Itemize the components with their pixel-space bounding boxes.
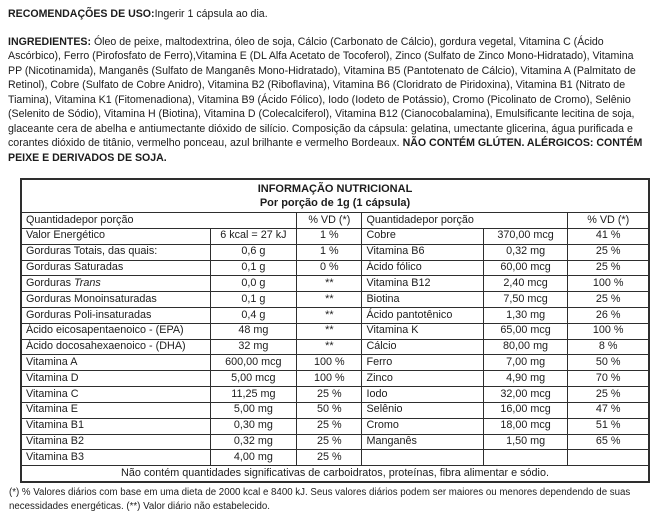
nutrient-daily-value: 1 %	[297, 228, 362, 244]
nutrient-amount: 4,90 mg	[483, 371, 568, 387]
nutrient-name: Ácido eicosapentaenoico - (EPA)	[21, 323, 210, 339]
nutrient-name: Vitamina B3	[21, 450, 210, 466]
nutrient-daily-value: 25 %	[568, 260, 649, 276]
nutrient-daily-value: 8 %	[568, 339, 649, 355]
nutrition-facts-table	[20, 178, 650, 483]
nutrient-daily-value: **	[297, 323, 362, 339]
nutrient-amount: 18,00 mcg	[483, 418, 568, 434]
recommendations-label: RECOMENDAÇÕES DE USO:	[8, 8, 155, 20]
nutrient-name: Vitamina D	[21, 371, 210, 387]
nutrient-amount: 1,30 mg	[483, 308, 568, 324]
nutrient-amount: 7,00 mg	[483, 355, 568, 371]
nutrient-name: Gorduras Saturadas	[21, 260, 210, 276]
nutrient-daily-value: **	[297, 339, 362, 355]
table-row	[21, 371, 649, 387]
table-row	[21, 434, 649, 450]
nutrition-rows	[21, 228, 649, 465]
nutrient-daily-value: 25 %	[568, 292, 649, 308]
nutrient-name: Ácido docosahexaenoico - (DHA)	[21, 339, 210, 355]
nutrient-amount: 80,00 mg	[483, 339, 568, 355]
nutrient-amount: 48 mg	[210, 323, 297, 339]
nutrient-name: Gorduras Trans	[21, 276, 210, 292]
ingredients-text: Óleo de peixe, maltodextrina, óleo de soja, Cálcio (Carbonato de Cálcio), gordura vegetal, Vitamina C (Ácido Ascórbico), Ferro (Pirofosfato de Ferro),Vitamina E (DL Alfa Acetato de Tocoferol), Zinco (Sulfato de Zinco Mono-Hidratado), Vitamina PP (Nicotinamida), Manganês (Sulfato de Manganês Mono-Hidratado), Vitamina B5 (Pantotenato de Cálcio), Vitamina A (Palmitato de Retinol), Cobre (Sulfato de Cobre Anidro), Vitamina B2 (Riboflavina), Vitamina B6 (Cloridrato de Piridoxina), Vitamina B1 (Nitrato de Tiamina), Vitamina K1 (Fitomenadiona), Vitamina B9 (Ácido Fólico), Iodo (Iodeto de Potássio), Cromo (Picolinato de Cromo), Selênio (Selenito de Sódio), Vitamina H (Biotina), Vitamina D (Colecalciferol), Vitamina B12 (Cianocobalamina), Emulsificante lecitina de soja, glaceante cera de abelha e antiumectante dióxido de silício. Composição da cápsula: gelatina, umectante glicerina, água purificada e corantes dióxido de titânio, vermelho ponceau, azul brilhante e vermelho Bordeaux.	[8, 35, 636, 149]
nutrient-daily-value: 65 %	[568, 434, 649, 450]
daily-values-footnote: (*) % Valores diários com base em uma dieta de 2000 kcal e 8400 kJ. Seus valores diários podem ser maiores ou menores dependendo de suas necessidades energéticas. (**) Valor diário não estabelecido.	[9, 486, 631, 512]
nutrient-daily-value: **	[297, 276, 362, 292]
nutrient-name: Biotina	[362, 292, 483, 308]
nutrient-name: Cromo	[362, 418, 483, 434]
nutrient-name: Gorduras Poli-insaturadas	[21, 308, 210, 324]
nutrient-amount: 0,6 g	[210, 244, 297, 260]
nutrient-name: Cálcio	[362, 339, 483, 355]
nutrient-amount: 16,00 mcg	[483, 402, 568, 418]
nutrient-name: Valor Energético	[21, 228, 210, 244]
nutrient-name: Vitamina B2	[21, 434, 210, 450]
nutrient-amount: 32,00 mcg	[483, 387, 568, 403]
ingredients-paragraph	[8, 35, 647, 166]
nutrient-daily-value: 47 %	[568, 402, 649, 418]
nutrient-daily-value: 50 %	[297, 402, 362, 418]
nutrient-amount: 5,00 mcg	[210, 371, 297, 387]
nutrient-name: Vitamina C	[21, 387, 210, 403]
nutrient-amount: 0,32 mg	[210, 434, 297, 450]
table-row	[21, 323, 649, 339]
table-subtitle-row	[21, 196, 649, 213]
nutrient-amount: 0,1 g	[210, 260, 297, 276]
nutrient-name: Vitamina A	[21, 355, 210, 371]
table-subtitle: Por porção de 1g (1 cápsula)	[21, 196, 649, 213]
nutrient-daily-value: 25 %	[297, 387, 362, 403]
table-row	[21, 402, 649, 418]
nutrient-daily-value: 100 %	[568, 276, 649, 292]
nutrient-name: Vitamina E	[21, 402, 210, 418]
nutrient-amount: 0,30 mg	[210, 418, 297, 434]
table-row	[21, 418, 649, 434]
nutrient-name: Zinco	[362, 371, 483, 387]
nutrient-name: Manganês	[362, 434, 483, 450]
nutrient-amount: 1,50 mg	[483, 434, 568, 450]
nutrient-amount: 0,0 g	[210, 276, 297, 292]
nutrient-daily-value: 25 %	[568, 244, 649, 260]
nutrient-name: Selênio	[362, 402, 483, 418]
table-title-row	[21, 179, 649, 196]
nutrient-name: Vitamina K	[362, 323, 483, 339]
table-row	[21, 244, 649, 260]
header-quantity-right: Quantidadepor porção	[362, 213, 568, 229]
nutrient-amount: 32 mg	[210, 339, 297, 355]
nutrient-amount: 370,00 mcg	[483, 228, 568, 244]
header-vd-right: % VD (*)	[568, 213, 649, 229]
nutrient-amount: 2,40 mcg	[483, 276, 568, 292]
nutrient-name: Vitamina B1	[21, 418, 210, 434]
nutrient-amount: 65,00 mcg	[483, 323, 568, 339]
nutrient-amount: 6 kcal = 27 kJ	[210, 228, 297, 244]
table-note: Não contém quantidades significativas de carboidratos, proteínas, fibra alimentar e sódio.	[21, 466, 649, 482]
nutrient-daily-value: 41 %	[568, 228, 649, 244]
nutrient-daily-value: 51 %	[568, 418, 649, 434]
nutrient-name: Ácido fólico	[362, 260, 483, 276]
nutrient-name: Ferro	[362, 355, 483, 371]
nutrient-amount: 600,00 mcg	[210, 355, 297, 371]
nutrient-name: Vitamina B6	[362, 244, 483, 260]
nutrient-name: Gorduras Totais, das quais:	[21, 244, 210, 260]
nutrient-name: Cobre	[362, 228, 483, 244]
nutrient-daily-value: 26 %	[568, 308, 649, 324]
recommendations-text: Ingerir 1 cápsula ao dia.	[154, 8, 268, 20]
nutrient-name	[362, 450, 483, 466]
nutrient-name: Vitamina B12	[362, 276, 483, 292]
nutrient-daily-value: 100 %	[297, 371, 362, 387]
nutrient-daily-value: 100 %	[568, 323, 649, 339]
table-row	[21, 339, 649, 355]
nutrient-daily-value: **	[297, 292, 362, 308]
nutrient-amount: 0,1 g	[210, 292, 297, 308]
nutrient-daily-value	[568, 450, 649, 466]
table-row	[21, 292, 649, 308]
recommendations-paragraph	[8, 7, 647, 22]
nutrient-daily-value: 0 %	[297, 260, 362, 276]
nutrient-amount: 5,00 mg	[210, 402, 297, 418]
nutrient-daily-value: 25 %	[297, 450, 362, 466]
nutrient-daily-value: 25 %	[568, 387, 649, 403]
nutrient-daily-value: 70 %	[568, 371, 649, 387]
nutrient-amount: 60,00 mcg	[483, 260, 568, 276]
nutrient-daily-value: 100 %	[297, 355, 362, 371]
nutrient-daily-value: **	[297, 308, 362, 324]
table-row	[21, 387, 649, 403]
table-row	[21, 276, 649, 292]
table-row	[21, 228, 649, 244]
nutrient-daily-value: 50 %	[568, 355, 649, 371]
nutrient-amount: 7,50 mcg	[483, 292, 568, 308]
header-vd-left: % VD (*)	[297, 213, 362, 229]
nutrient-daily-value: 25 %	[297, 418, 362, 434]
nutrient-amount: 4,00 mg	[210, 450, 297, 466]
table-row	[21, 355, 649, 371]
nutrient-name: Ácido pantotênico	[362, 308, 483, 324]
nutrient-name: Gorduras Monoinsaturadas	[21, 292, 210, 308]
nutrient-amount: 11,25 mg	[210, 387, 297, 403]
nutrient-amount: 0,32 mg	[483, 244, 568, 260]
nutrient-name: Iodo	[362, 387, 483, 403]
table-row	[21, 308, 649, 324]
ingredients-label: INGREDIENTES:	[8, 35, 91, 48]
nutrient-amount: 0,4 g	[210, 308, 297, 324]
header-quantity-left: Quantidadepor porção	[21, 213, 297, 229]
nutrient-daily-value: 1 %	[297, 244, 362, 260]
table-note-row	[21, 466, 649, 482]
table-row	[21, 260, 649, 276]
allergen-statement: NÃO CONTÉM GLÚTEN. ALÉRGICOS: CONTÉM PEIXE E DERIVADOS DE SOJA.	[8, 137, 643, 164]
table-header-row	[21, 213, 649, 229]
nutrient-amount	[483, 450, 568, 466]
table-title: INFORMAÇÃO NUTRICIONAL	[257, 183, 413, 195]
nutrient-daily-value: 25 %	[297, 434, 362, 450]
table-row	[21, 450, 649, 466]
